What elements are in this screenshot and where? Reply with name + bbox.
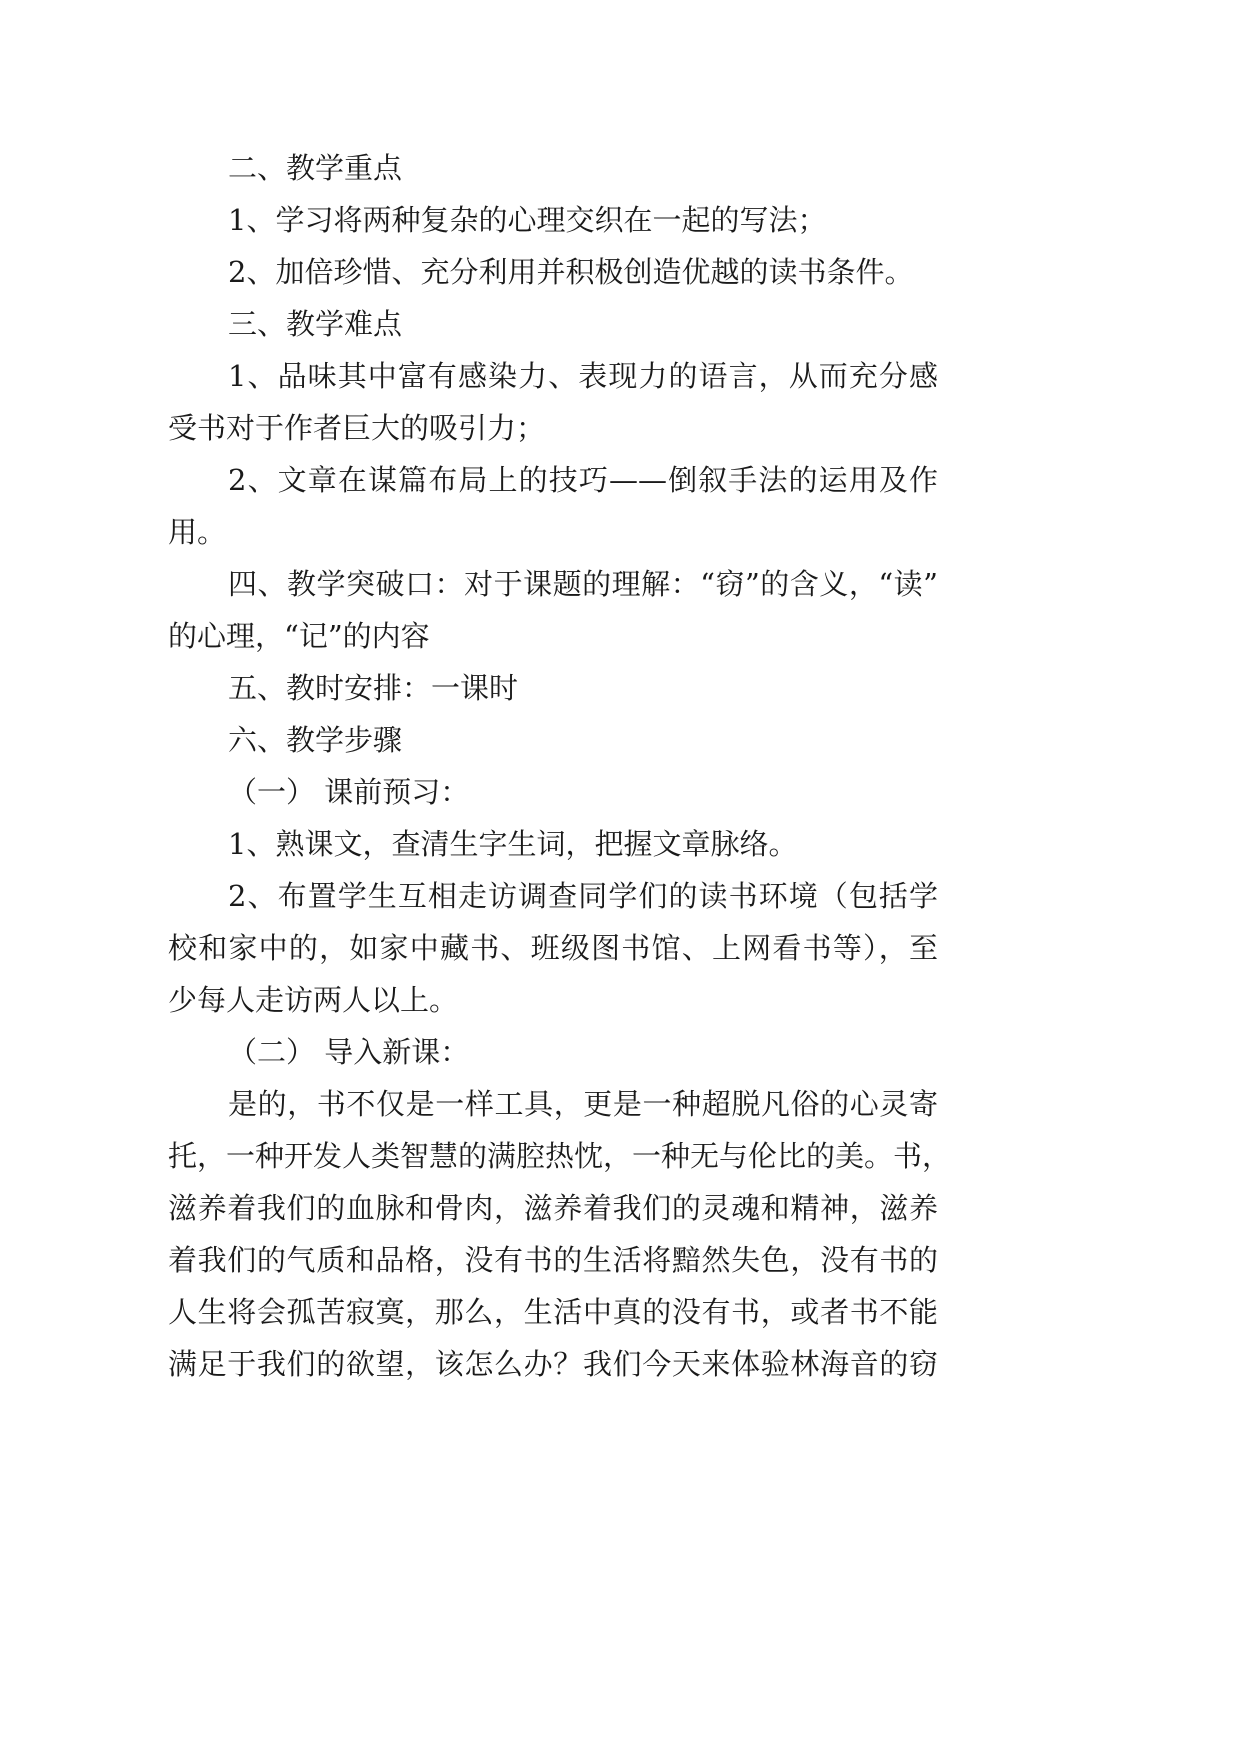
- paragraph-line: 用。: [168, 515, 227, 549]
- heading-schedule: 五、教时安排：一课时: [228, 671, 519, 705]
- paragraph-line: 托，一种开发人类智慧的满腔热忱，一种无与伦比的美。书，: [168, 1139, 952, 1173]
- paragraph-line: 2、文章在谋篇布局上的技巧——倒叙手法的运用及作: [228, 463, 938, 497]
- paragraph-line: 1、学习将两种复杂的心理交织在一起的写法；: [228, 203, 827, 237]
- paragraph-line: 着我们的气质和品格，没有书的生活将黯然失色，没有书的: [168, 1243, 938, 1277]
- paragraph-line: 受书对于作者巨大的吸引力；: [168, 411, 546, 445]
- paragraph-line: 少每人走访两人以上。: [168, 983, 459, 1017]
- heading-teaching-focus: 二、教学重点: [228, 151, 403, 185]
- subheading-preview: （一） 课前预习：: [228, 775, 470, 809]
- paragraph-line: 滋养着我们的血脉和骨肉，滋养着我们的灵魂和精神，滋养: [168, 1191, 938, 1225]
- heading-breakthrough: 四、教学突破口：对于课题的理解：“窃”的含义，“读”: [228, 567, 938, 601]
- paragraph-line: 1、品味其中富有感染力、表现力的语言，从而充分感: [228, 359, 938, 393]
- paragraph-line: 校和家中的，如家中藏书、班级图书馆、上网看书等），至: [168, 931, 938, 965]
- heading-teaching-difficulty: 三、教学难点: [228, 307, 403, 341]
- paragraph-line: 1、熟课文，查清生字生词，把握文章脉络。: [228, 827, 798, 861]
- heading-teaching-steps: 六、教学步骤: [228, 723, 403, 757]
- paragraph-line: 满足于我们的欲望，该怎么办？我们今天来体验林海音的窃: [168, 1347, 938, 1381]
- paragraph-line: 人生将会孤苦寂寞，那么，生活中真的没有书，或者书不能: [168, 1295, 938, 1329]
- paragraph-line: 2、加倍珍惜、充分利用并积极创造优越的读书条件。: [228, 255, 914, 289]
- subheading-introduction: （二） 导入新课：: [228, 1035, 470, 1069]
- paragraph-line: 的心理，“记”的内容: [168, 619, 430, 653]
- paragraph-line: 是的，书不仅是一样工具，更是一种超脱凡俗的心灵寄: [228, 1087, 938, 1121]
- paragraph-line: 2、布置学生互相走访调查同学们的读书环境（包括学: [228, 879, 938, 913]
